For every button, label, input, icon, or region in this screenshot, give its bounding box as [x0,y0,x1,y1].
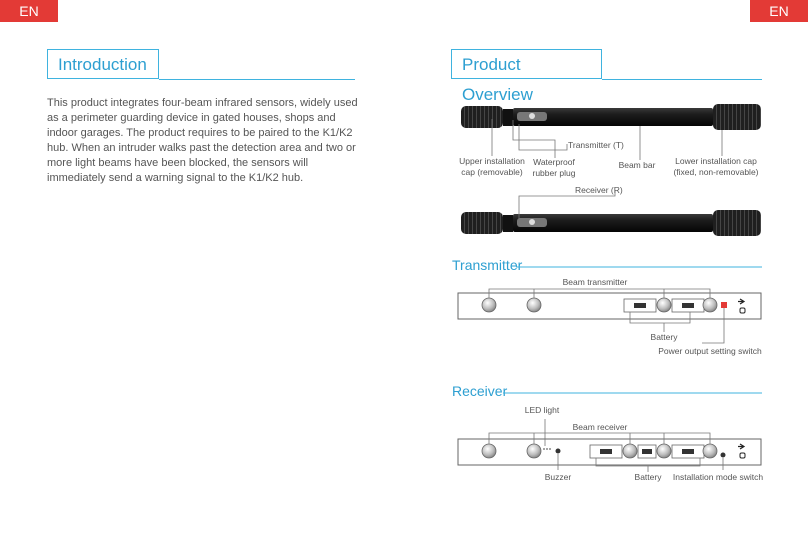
upper-cap-bottom [461,212,503,234]
transmitter-board [458,293,761,319]
lower-cap-top [713,104,761,130]
power-output-switch [721,302,727,308]
beam-bar-label: Beam bar [618,160,656,170]
upper-cap-label-1: Upper installation [459,156,525,166]
beam-transmitter-label: Beam transmitter [562,277,628,287]
installation-mode-switch [721,453,726,458]
led-light-label: LED light [524,405,560,415]
buzzer-label: Buzzer [544,472,572,482]
introduction-text: This product integrates four-beam infrared sensors, widely used as a perimeter guarding device in gated houses, shops and indoor garages. The product requires to be paired to the K1/K2 hub. When an intruder walks past the detection area and two or more light beams have been blocked, the sensors will immediately send a warning signal to the K1/K2 hub. [47,97,358,184]
language-tab-left: EN [0,0,58,22]
led-light [543,448,545,450]
receiver-lens [623,444,637,458]
receiver-lens [482,444,496,458]
receiver-lens [527,444,541,458]
receiver-r-label: Receiver (R) [575,185,623,195]
receiver-lens [657,444,671,458]
transmitter-lens [703,298,717,312]
rubber-plug-label-1: Waterproof [533,157,575,167]
upper-cap-top [461,106,503,128]
receiver-heading: Receiver [452,383,508,399]
introduction-heading: Introduction [47,49,159,79]
transmitter-lens [482,298,496,312]
language-tab-right: EN [750,0,808,22]
lower-cap-label-1: Lower installation cap [675,156,757,166]
transmitter-lens [657,298,671,312]
lower-cap-label-2: (fixed, non-removable) [673,167,759,177]
transmitter-battery-label: Battery [650,332,678,342]
buzzer [556,449,561,454]
receiver-bar [461,210,761,236]
receiver-battery-label: Battery [634,472,662,482]
upper-cap-label-2: cap (removable) [461,167,523,177]
receiver-lens [703,444,717,458]
transmitter-heading: Transmitter [452,257,523,273]
transmitter-lens [527,298,541,312]
power-output-switch-label: Power output setting switch [658,346,762,356]
installation-mode-switch-label: Installation mode switch [672,472,764,482]
product-overview-heading: Product Overview [451,49,602,79]
lower-cap-bottom [713,210,761,236]
rubber-plug-label-2: rubber plug [532,168,576,178]
beam-receiver-label: Beam receiver [572,422,628,432]
transmitter-t-label: Transmitter (T) [568,140,624,150]
transmitter-bar [461,104,761,130]
receiver-board [458,439,761,465]
